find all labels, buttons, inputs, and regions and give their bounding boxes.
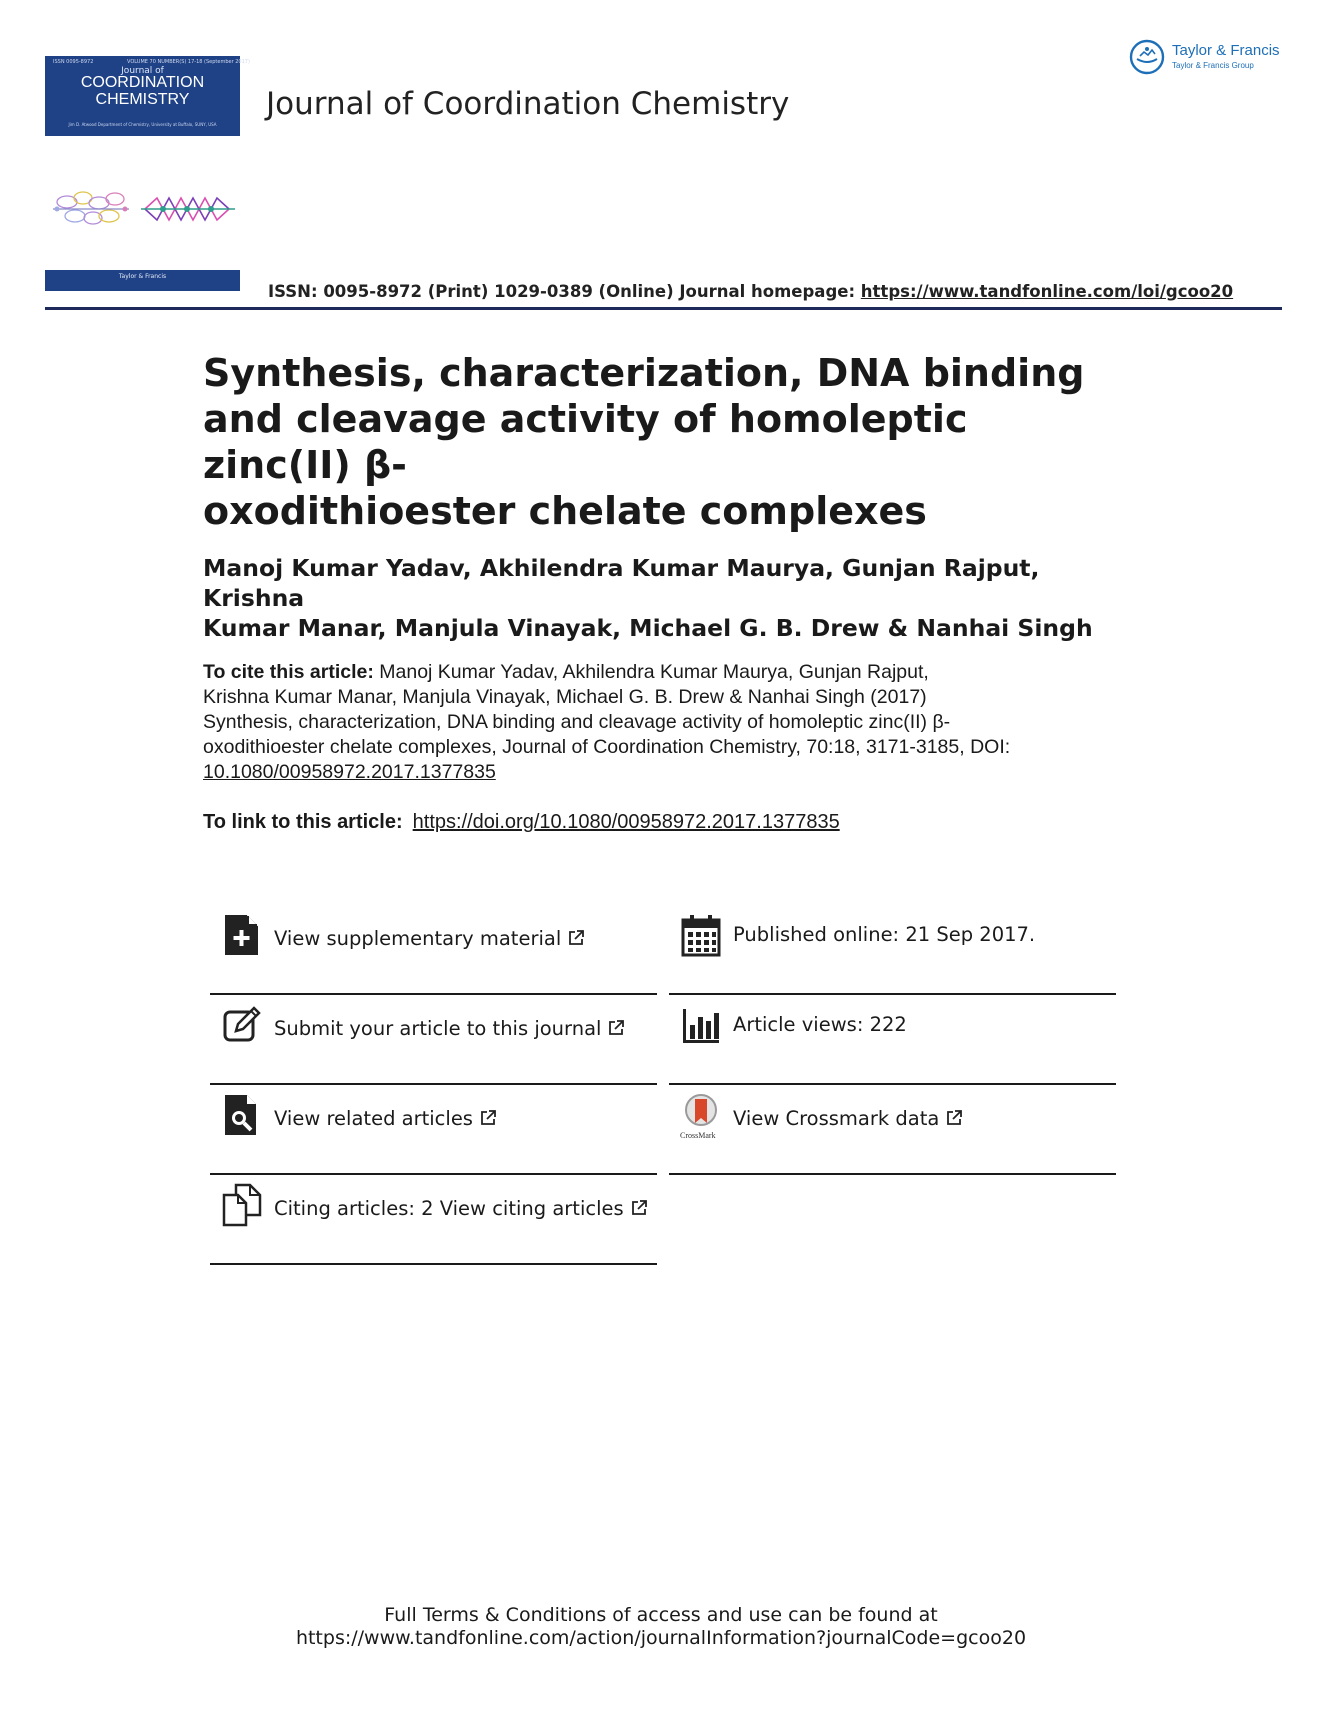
cover-journal-name: [45, 74, 240, 108]
cover-volume: VOLUME 70 NUMBER(S) 17-18 (September 2017): [127, 59, 250, 65]
article-title-line: and cleavage activity of homoleptic zinc(II) β-: [203, 397, 968, 487]
citation-line: Synthesis, characterization, DNA binding and cleavage activity of homoleptic zinc(II) β-: [203, 711, 951, 733]
journal-cover-footer: [45, 270, 240, 291]
cover-structure-right: [141, 198, 235, 220]
issn-text: ISSN: 0095-8972 (Print) 1029-0389 (Online) Journal homepage:: [268, 282, 861, 301]
published-online: [669, 905, 1116, 995]
crossmark-logo-text: CrossMark: [680, 1131, 716, 1140]
citation-block: [203, 660, 1103, 785]
add-file-icon: [222, 913, 262, 957]
footer-terms-link[interactable]: https://www.tandfonline.com/action/journalInformation?journalCode=gcoo20: [295, 1627, 1027, 1649]
publisher-name: Taylor & Francis: [1172, 42, 1280, 59]
authors-line: Manoj Kumar Yadav, Akhilendra Kumar Maurya, Gunjan Rajput, Krishna: [203, 554, 1040, 612]
external-link-icon: [630, 1199, 648, 1217]
journal-title: Journal of Coordination Chemistry: [266, 86, 790, 122]
external-link-icon: [479, 1109, 497, 1127]
cover-publisher: Taylor & Francis: [118, 273, 167, 280]
citation-line: Manoj Kumar Yadav, Akhilendra Kumar Maurya, Gunjan Rajput,: [373, 661, 929, 683]
header-rule: [45, 307, 1282, 310]
external-link-icon: [607, 1019, 625, 1037]
citation-label: To cite this article:: [203, 661, 374, 683]
cover-editor: Jim D. Atwood Department of Chemistry, University at Buffalo, SUNY, USA: [68, 122, 217, 127]
crossmark-label: View Crossmark data: [733, 1107, 940, 1130]
bar-chart-icon: [681, 1003, 721, 1047]
related-articles-link[interactable]: [210, 1085, 657, 1175]
views-label: Article views: 222: [733, 1013, 907, 1036]
publisher-logo[interactable]: [1128, 38, 1288, 78]
journal-cover-header: [45, 56, 250, 136]
related-label: View related articles: [274, 1107, 473, 1130]
publisher-logo-icon: [1128, 38, 1166, 76]
article-title: [203, 350, 1103, 534]
document-search-icon: [222, 1093, 262, 1137]
cover-journal-of: Journal of: [121, 66, 164, 76]
external-link-icon: [567, 929, 585, 947]
published-label: Published online: 21 Sep 2017.: [733, 923, 1036, 946]
citing-label: Citing articles: 2 View citing articles: [274, 1197, 624, 1220]
cover-structure-left: [53, 192, 129, 224]
article-title-line: oxodithioester chelate complexes: [203, 489, 927, 533]
article-authors: [203, 553, 1103, 643]
citing-articles-link[interactable]: [210, 1175, 657, 1265]
crossmark-link[interactable]: [669, 1085, 1116, 1175]
calendar-icon: [681, 913, 721, 957]
article-title-line: Synthesis, characterization, DNA binding: [203, 351, 1085, 395]
edit-icon: [222, 1003, 262, 1047]
cover-journal-name-line2: CHEMISTRY: [95, 91, 190, 108]
issn-line: [268, 282, 1233, 301]
footer-line: Full Terms & Conditions of access and use can be found at: [384, 1604, 938, 1626]
terms-footer: [0, 1604, 1322, 1650]
publisher-group: Taylor & Francis Group: [1172, 61, 1254, 70]
submit-label: Submit your article to this journal: [274, 1017, 602, 1040]
external-link-icon: [945, 1109, 963, 1127]
cover-journal-name-line1: COORDINATION: [80, 74, 205, 91]
authors-line: Kumar Manar, Manjula Vinayak, Michael G. B. Drew & Nanhai Singh: [203, 614, 1093, 642]
article-views: [669, 995, 1116, 1085]
article-link-label: To link to this article:: [203, 811, 403, 833]
supplementary-label: View supplementary material: [274, 927, 562, 950]
supplementary-material-link[interactable]: [210, 905, 657, 995]
cover-issn: ISSN 0095-8972: [53, 59, 94, 65]
citation-line: Krishna Kumar Manar, Manjula Vinayak, Michael G. B. Drew & Nanhai Singh (2017): [203, 686, 927, 708]
article-doi-link[interactable]: https://doi.org/10.1080/00958972.2017.1377835: [412, 811, 840, 833]
cover-molecule-art: [45, 178, 240, 240]
copy-documents-icon: [222, 1183, 262, 1227]
submit-article-link[interactable]: [210, 995, 657, 1085]
journal-homepage-link[interactable]: https://www.tandfonline.com/loi/gcoo20: [860, 282, 1234, 301]
citation-doi-link[interactable]: 10.1080/00958972.2017.1377835: [203, 761, 496, 783]
citation-line: oxodithioester chelate complexes, Journal of Coordination Chemistry, 70:18, 3171-3185, DOI:: [203, 736, 1011, 758]
article-link-line: [203, 811, 840, 834]
